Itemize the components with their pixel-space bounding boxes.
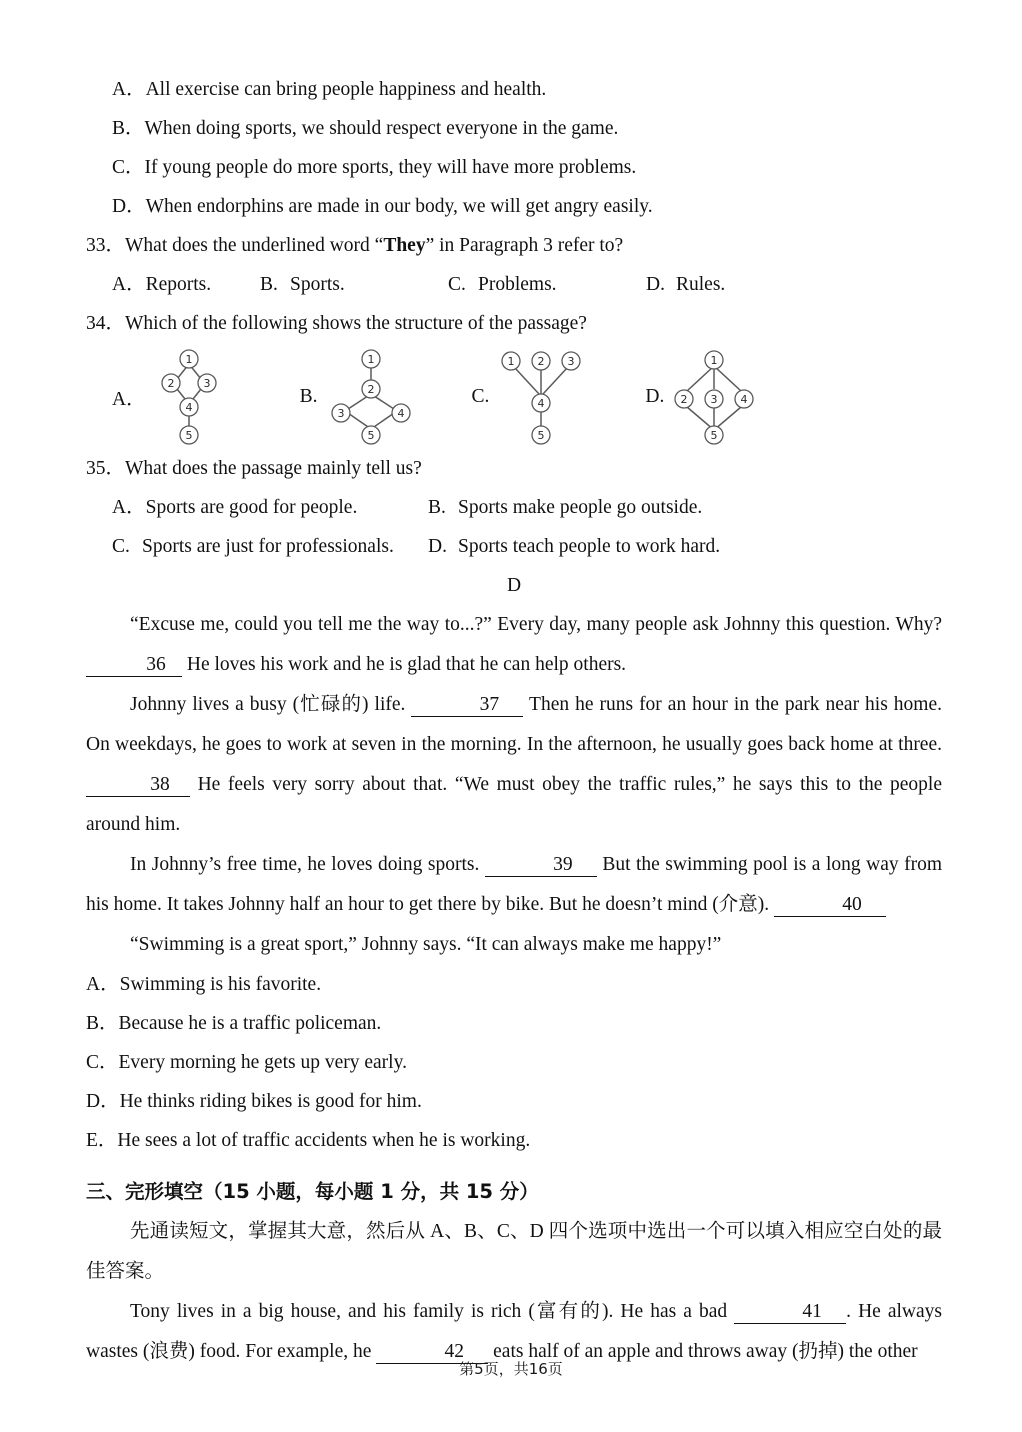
option-text: When doing sports, we should respect everyone in the game. (144, 118, 619, 139)
svg-text:2: 2 (680, 393, 688, 406)
option-letter: B. (428, 497, 446, 518)
structure-diagram-c-icon (495, 347, 587, 447)
option-letter: D. (428, 536, 447, 557)
option-text: When endorphins are made in our body, we will get angry easily. (145, 196, 653, 217)
option-letter: C． (112, 157, 145, 178)
question-text: Which of the following shows the structure of the passage? (125, 313, 587, 334)
paragraph-text: “Swimming is a great sport,” Johnny says. “It can always make me happy!” (130, 934, 722, 955)
option-cell (448, 265, 646, 304)
option-text: Reports. (145, 274, 212, 295)
svg-text:2: 2 (537, 355, 545, 368)
paragraph-text: He feels very sorry about that. “We must obey the traffic rules,” he says this to the people around him. (86, 774, 942, 835)
question-33-options (86, 265, 942, 304)
blank-42[interactable]: 42 (376, 1335, 488, 1364)
svg-text:4: 4 (537, 397, 545, 410)
question-35-options-row-1 (86, 488, 942, 527)
svg-text:5: 5 (537, 429, 545, 442)
section-three-instruction: 先通读短文，掌握其大意，然后从 A、B、C、D 四个选项中选出一个可以填入相应空白处的最佳答案。 (86, 1221, 942, 1282)
svg-text:1: 1 (710, 354, 718, 367)
question-35-options-row-2 (86, 527, 942, 566)
svg-text:4: 4 (185, 401, 193, 414)
question-35-stem (86, 449, 942, 488)
diagram-option-label: A． (112, 389, 146, 410)
option-letter: D. (646, 274, 665, 295)
svg-text:3: 3 (567, 355, 575, 368)
statement-text: He thinks riding bikes is good for him. (119, 1091, 422, 1112)
svg-text:4: 4 (397, 407, 405, 420)
diagram-option-d (645, 347, 758, 447)
option-text: Sports make people go outside. (458, 497, 703, 518)
diagram-option-label: D. (645, 386, 665, 407)
statement-text: Every morning he gets up very early. (118, 1052, 407, 1073)
paragraph-text: But the swimming pool is a long way from his home. It takes Johnny half an hour to get there by bike. But he doesn’t mind (介意). (86, 854, 943, 915)
option-letter: A． (112, 79, 146, 100)
passage-d-paragraph-2 (86, 685, 942, 845)
page-footer (0, 1358, 1022, 1379)
blank-39[interactable]: 39 (485, 848, 597, 877)
blank-37[interactable]: 37 (411, 688, 523, 717)
question-text-before: What does the underlined word “ (125, 235, 384, 256)
passage-d-heading: D (506, 575, 522, 596)
option-letter: A． (112, 274, 146, 295)
statement-text: He sees a lot of traffic accidents when he is working. (117, 1130, 531, 1151)
statement-text: Swimming is his favorite. (119, 974, 322, 995)
paragraph-text: He loves his work and he is glad that he can help others. (186, 654, 627, 675)
option-cell (112, 488, 428, 527)
question-number: 33． (86, 235, 126, 256)
option-text: If young people do more sports, they will have more problems. (144, 157, 637, 178)
diagram-option-b (300, 347, 420, 447)
option-cell (112, 265, 260, 304)
passage-d-paragraph-4 (86, 925, 942, 965)
statement-item (86, 1082, 942, 1121)
question-34-diagram-options (86, 345, 942, 449)
page-content (86, 70, 942, 1372)
option-text: Sports teach people to work hard. (458, 536, 721, 557)
statement-item (86, 1043, 942, 1082)
passage-d-paragraph-1 (86, 605, 942, 685)
statement-item (86, 965, 942, 1004)
paragraph-text: Then he runs for an hour in the park near his home. On weekdays, he goes to work at seven in the morning. In the afternoon, he usually goes back home at three. (86, 694, 943, 755)
option-row (86, 70, 942, 109)
option-text: Sports are good for people. (145, 497, 358, 518)
svg-text:5: 5 (185, 429, 193, 442)
option-row (86, 187, 942, 226)
paragraph-text: Johnny lives a busy (忙碌的) life. (130, 694, 406, 715)
paragraph-text: “Excuse me, could you tell me the way to...?” Every day, many people ask Johnny this question. Why? (130, 614, 942, 635)
svg-text:2: 2 (167, 377, 175, 390)
statement-item (86, 1121, 942, 1160)
question-number: 35． (86, 458, 126, 479)
blank-36[interactable]: 36 (86, 648, 182, 677)
svg-text:3: 3 (337, 407, 345, 420)
svg-text:5: 5 (710, 429, 718, 442)
option-letter: B. (260, 274, 278, 295)
statement-letter: C． (86, 1052, 119, 1073)
section-three-heading: 三、完形填空（15 小题，每小题 1 分，共 15 分） (86, 1180, 539, 1203)
statement-letter: E． (86, 1130, 118, 1151)
page-number-label: 第5页，共16页 (459, 1360, 563, 1378)
statement-letter: B． (86, 1013, 119, 1034)
question-34-stem (86, 304, 942, 343)
structure-diagram-b-icon (323, 347, 419, 447)
diagram-option-label: C. (471, 386, 490, 407)
paragraph-text: . He always wastes (浪费) food. For example, he (86, 1301, 943, 1362)
paragraph-text: In Johnny’s free time, he loves doing sports. (130, 854, 480, 875)
option-cell (428, 527, 720, 566)
statement-item (86, 1004, 942, 1043)
question-number: 34． (86, 313, 126, 334)
option-letter: D． (112, 196, 146, 217)
diagram-option-a (112, 347, 226, 447)
option-row (86, 109, 942, 148)
passage-d-paragraph-3 (86, 845, 942, 925)
option-text: Sports. (290, 274, 345, 295)
option-cell (428, 488, 702, 527)
option-cell (112, 527, 428, 566)
option-cell (646, 265, 725, 304)
svg-text:3: 3 (203, 377, 211, 390)
svg-text:1: 1 (507, 355, 515, 368)
blank-38[interactable]: 38 (86, 768, 190, 797)
question-text-after: ” in Paragraph 3 refer to? (425, 235, 624, 256)
option-letter: C. (112, 536, 130, 557)
statement-text: Because he is a traffic policeman. (118, 1013, 382, 1034)
paragraph-text: eats half of an apple and throws away (扔掉) the other (493, 1341, 918, 1362)
option-cell (260, 265, 448, 304)
diagram-option-c (471, 347, 587, 447)
blank-40[interactable]: 40 (774, 888, 886, 917)
svg-text:4: 4 (740, 393, 748, 406)
svg-text:1: 1 (367, 353, 375, 366)
statement-letter: A． (86, 974, 120, 995)
option-letter: C. (448, 274, 466, 295)
blank-41[interactable]: 41 (734, 1295, 846, 1324)
option-row (86, 148, 942, 187)
question-text: What does the passage mainly tell us? (125, 458, 422, 479)
option-text: Rules. (676, 274, 726, 295)
svg-text:1: 1 (185, 353, 193, 366)
option-text: All exercise can bring people happiness and health. (145, 79, 547, 100)
paragraph-text: Tony lives in a big house, and his family is rich (富有的). He has a bad (130, 1301, 728, 1322)
question-33-stem (86, 226, 942, 265)
diagram-option-label: B. (299, 386, 318, 407)
svg-text:2: 2 (367, 383, 375, 396)
option-text: Problems. (478, 274, 557, 295)
option-text: Sports are just for professionals. (142, 536, 394, 557)
option-letter: B． (112, 118, 145, 139)
svg-text:3: 3 (710, 393, 718, 406)
structure-diagram-d-icon (670, 347, 758, 447)
statement-letter: D． (86, 1091, 120, 1112)
question-text-bold: They (383, 235, 426, 256)
option-letter: A． (112, 497, 146, 518)
svg-text:5: 5 (367, 429, 375, 442)
structure-diagram-a-icon (152, 347, 226, 447)
